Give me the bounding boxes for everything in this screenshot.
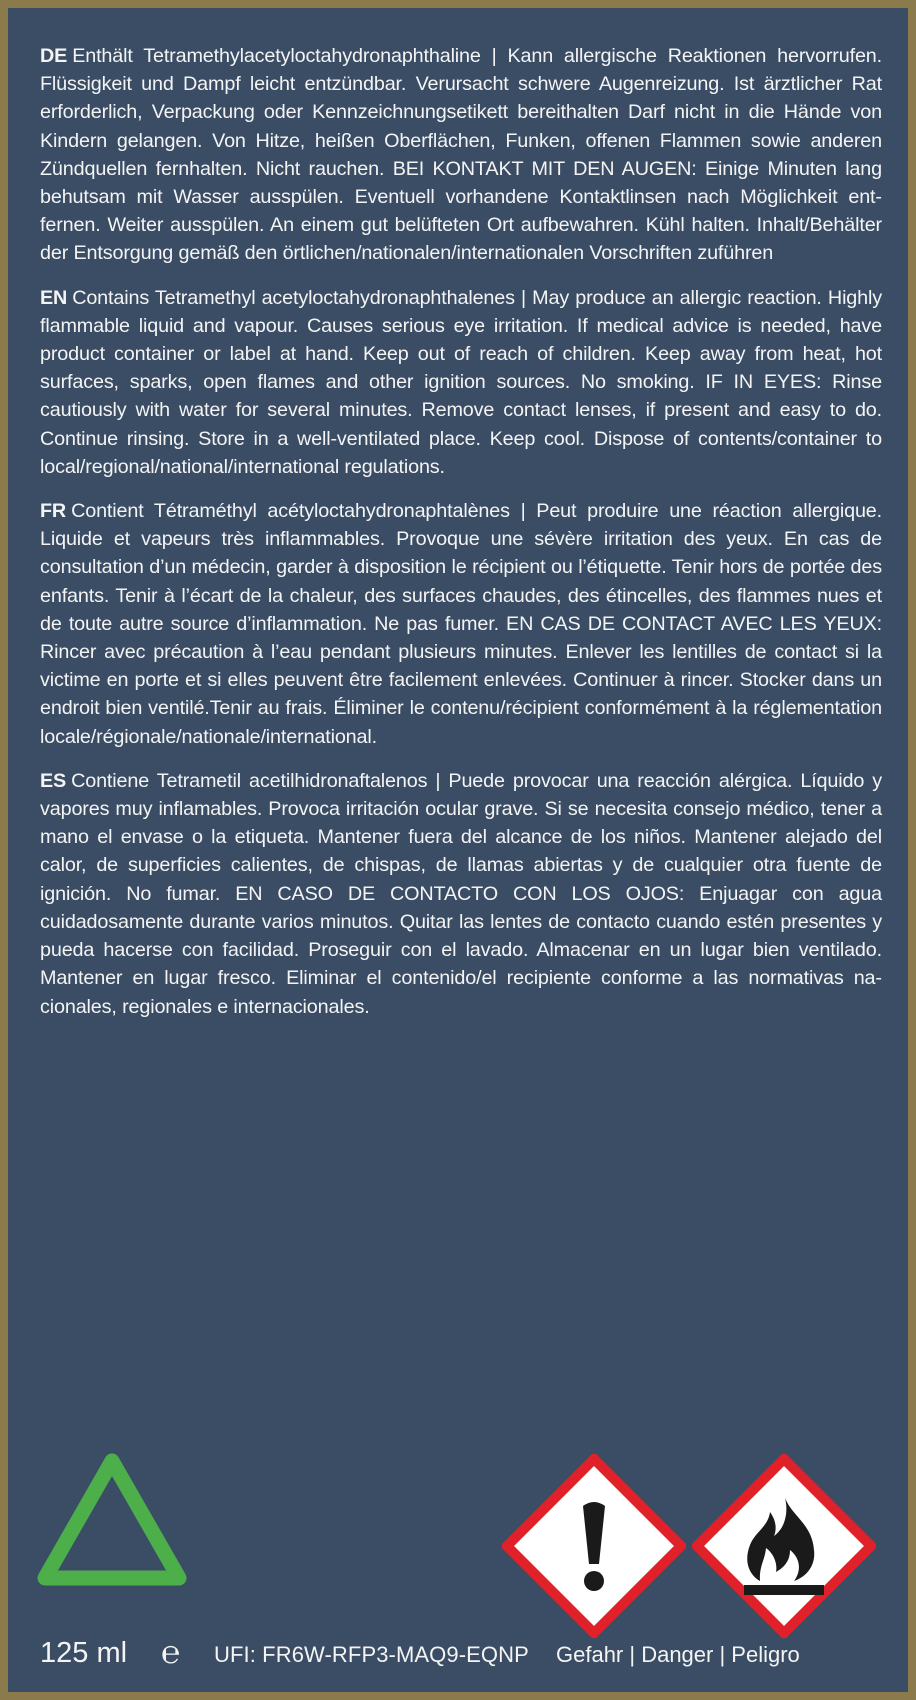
warning-paragraph-es (40, 767, 882, 1021)
warning-text-block (40, 42, 882, 1037)
signal-word: Gefahr | Danger | Peligro (556, 1642, 800, 1667)
warning-paragraph-en (40, 284, 882, 481)
warning-text: Enthält Tetramethylacetyloctahydronaphthaline | Kann allergische Reaktionen hervorrufen. Flüssigkeit und Dampf leicht entzündbar. Verursacht schwere Augenreizung. Ist ärztlicher Rat erforderlich, Verpackung oder Kennzeichnungsetikett bereithalten Darf nicht in die Hände von Kindern gelangen. Von Hitze, heißen Oberflächen, Funken, offenen Flammen sowie anderen Zündquellen fernhalten. Nicht rauchen. BEI KONTAKT MIT DEN AUGEN: Einige Minuten lang behutsam mit Wasser ausspülen. Eventuell vorhandene Kontaktlinsen nach Möglichkeit entfernen. Weiter ausspülen. An einem gut belüfteten Ort aufbewahren. Kühl halten. Inhalt/Behälter der Entsorgung gemäß den örtlichen/nationalen/internationalen Vorschriften zuführen (40, 45, 882, 265)
ghs-flame-icon (692, 1454, 876, 1638)
recycle-triangle-icon (37, 1452, 187, 1587)
label-footer (8, 1448, 908, 1692)
warning-paragraph-fr (40, 497, 882, 751)
estimated-sign-icon: ℮ (161, 1634, 181, 1670)
warning-paragraph-de (40, 42, 882, 268)
warning-text: Contains Tetramethyl acetyloctahydronaphthalenes | May produce an allergic reaction. Highly flammable liquid and vapour. Causes serious eye irritation. If medical advice is needed, have product container or label at hand. Keep out of reach of children. Keep away from heat, hot surfaces, sparks, open flames and other ignition sources. No smoking. IF IN EYES: Rinse cautiously with water for several minutes. Remove contact lenses, if present and easy to do. Continue rinsing. Store in a well-ventilated place. Keep cool. Dispose of contents/container to local/regional/​national/international regulations. (40, 286, 882, 478)
ufi-code: UFI: FR6W-RFP3-MAQ9-EQNP (214, 1642, 529, 1667)
language-code: FR (40, 500, 67, 523)
label-panel (8, 8, 908, 1692)
language-code: EN (40, 286, 68, 309)
warning-text: Contiene Tetrametil acetilhidronaftalenos | Puede provocar una reacción alérgica. Líquido y vapores muy inflamables. Provoca irritación ocular grave. Si se necesita consejo médico, tener a mano el envase o la etiqueta. Mantener fuera del alcance de los niños. Mantener alejado del calor, de superficies calientes, de chispas, de llamas abiertas y de cualquier otra fuente de ignición. No fumar. EN CASO DE CONTACTO CON LOS OJOS: Enjuagar con agua cuidadosamente durante varios minutos. Quitar las lentes de contacto cuando estén presentes y pueda hacerse con facilidad. Proseguir con el lavado. Almacenar en un lugar bien ventilado. Mantener en lugar fresco. Eliminar el contenido/el recipiente conforme a las normativas nacionales, regionales e internacionales. (40, 769, 882, 1018)
ghs-exclamation-icon (502, 1454, 686, 1638)
warning-text: Contient Tétraméthyl acétyloctahydronaphtalènes | Peut produire une réaction allergique. Liquide et vapeurs très inflammables. Provoque une sévère irritation des yeux. En cas de consultation d’un médecin, garder à disposition le récipient ou l’étiquette. Tenir hors de portée des enfants. Tenir à l’écart de la chaleur, des surfaces chaudes, des étincelles, des flammes nues et de toute autre source d’inflammation. Ne pas fumer. EN CAS DE CONTACT AVEC LES YEUX: Rincer avec précaution à l’eau pendant plusieurs minutes. Enlever les lentilles de contact si la victime en porte et si elles peuvent être facilement enlevées. Continuer à rincer. Stocker dans un endroit bien ventilé.Tenir au frais. Éliminer le contenu/récipient conformément à la réglementation locale/régionale/nationale/international. (40, 500, 882, 748)
language-code: DE (40, 45, 68, 67)
language-code: ES (40, 769, 67, 792)
volume-label: 125 ml (40, 1637, 128, 1669)
